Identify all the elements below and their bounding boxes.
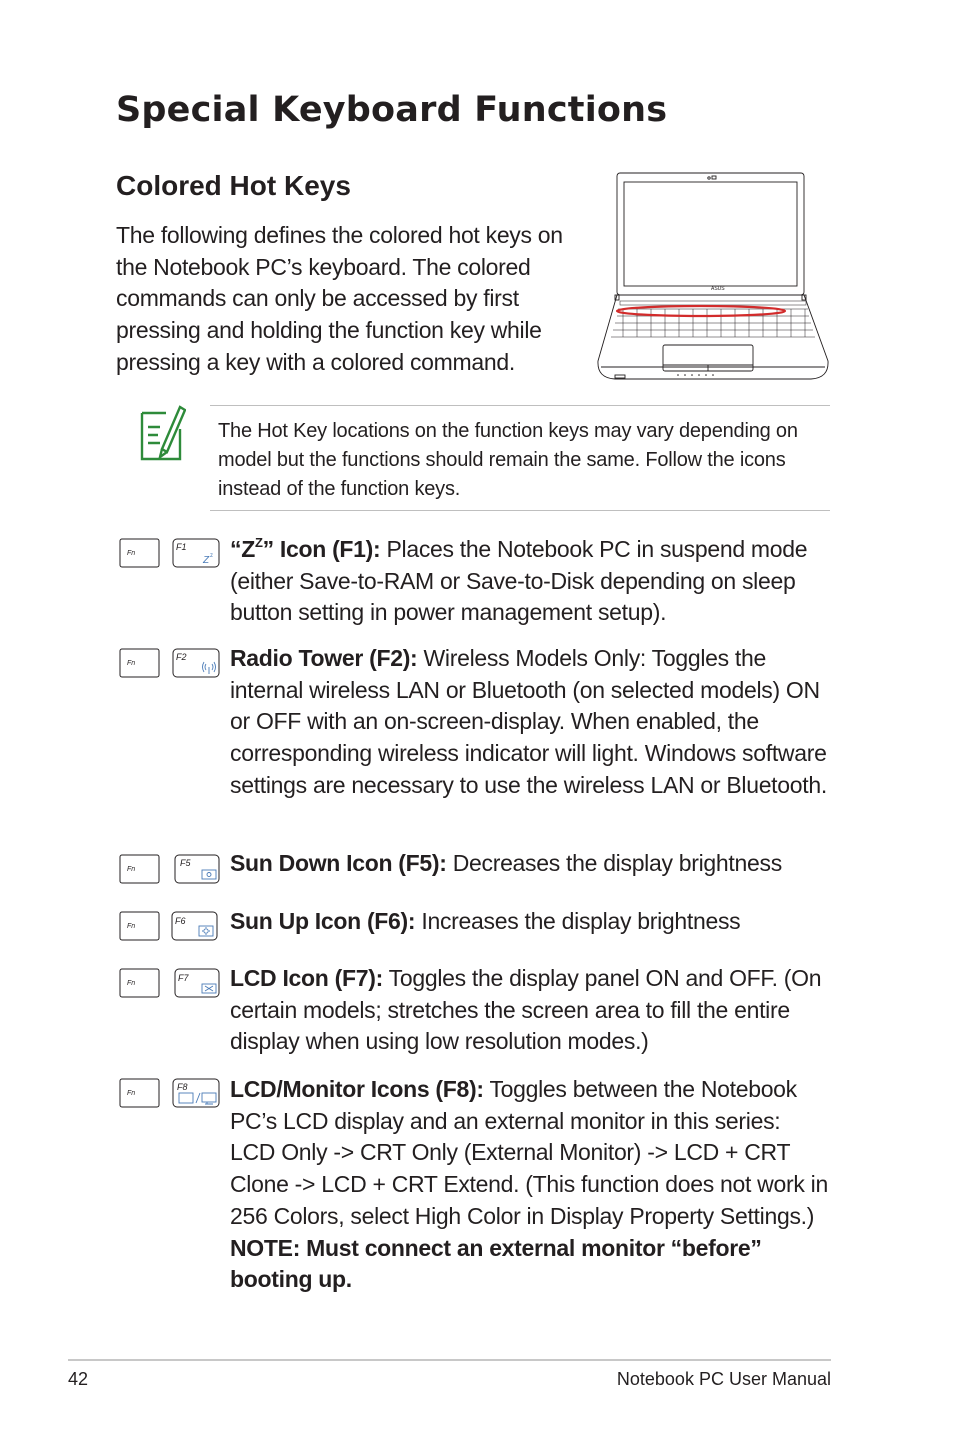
hotkey-f5-description: Sun Down Icon (F5): Decreases the display brightness xyxy=(230,850,782,876)
fn-f7-keys xyxy=(118,967,222,1001)
sun-up-icon xyxy=(199,926,213,936)
footer-rule xyxy=(68,1359,831,1361)
fn-key-label: Fn xyxy=(127,923,136,930)
svg-text:z: z xyxy=(210,553,213,559)
hotkey-f5-title: Sun Down Icon (F5): xyxy=(230,850,447,876)
hotkey-f2-description: Radio Tower (F2): Wireless Models Only: Toggles the internal wireless LAN or Bluetooth (on selected models) ON or OFF with an on-screen-display. When enabled, the corresponding wireless indicator will light. Windows software settings are necessary to use the wireless LAN or Bluetooth. xyxy=(230,645,827,798)
section-title: Colored Hot Keys xyxy=(116,170,351,201)
laptop-illustration xyxy=(593,170,833,382)
lcd-monitor-icon xyxy=(179,1093,216,1104)
fn-key-label: Fn xyxy=(127,866,136,873)
f-key-label: F6 xyxy=(175,916,186,926)
footer-manual-title: Notebook PC User Manual xyxy=(616,1369,831,1389)
f-key-label: F8 xyxy=(177,1082,188,1092)
hotkey-f1-title: “$Z^Z$” Icon (F1): xyxy=(230,535,381,562)
f-key-label: F7 xyxy=(178,973,189,983)
intro-paragraph: The following defines the colored hot keys on the Notebook PC’s keyboard. The colored commands can only be accessed by first pressing and holding the function key while pressing a key with a colored command. xyxy=(116,222,563,375)
note-pencil-icon xyxy=(136,403,186,463)
fn-f2-keys xyxy=(118,647,222,681)
page-title: Special Keyboard Functions xyxy=(116,90,668,130)
fn-key-label: Fn xyxy=(127,550,136,557)
svg-text:Z: Z xyxy=(203,555,210,566)
f-key-label: F1 xyxy=(176,542,187,552)
hotkey-f2-title: Radio Tower (F2): xyxy=(230,645,418,671)
hotkey-f6-title: Sun Up Icon (F6): xyxy=(230,908,416,934)
laptop-logo: ASUS xyxy=(711,286,725,292)
hotkey-f7-description: LCD Icon (F7): Toggles the display panel ON and OFF. (On certain models; stretches the screen area to fill the entire display when using low resolution modes.) xyxy=(230,965,822,1055)
lcd-off-icon xyxy=(202,984,216,993)
hotkey-f8-description: LCD/Monitor Icons (F8): Toggles between the Notebook PC’s LCD display and an external monitor in this series: LCD Only -> CRT Only (External Monitor) -> LCD + CRT Clone -> LCD + CRT Extend. (This function does not work in 256 Colors, select High Color in Display Property Settings.) NOTE: Must connect an external monitor “before” booting up. xyxy=(230,1076,828,1293)
hotkey-f6-description: Sun Up Icon (F6): Increases the display brightness xyxy=(230,908,741,934)
radio-tower-icon xyxy=(203,662,216,674)
sun-down-icon xyxy=(202,870,216,879)
hotkey-f1-description: “$Z^Z$” Icon (F1): Places the Notebook PC in suspend mode (either Save-to-RAM or Save-to-Disk depending on sleep button setting in power management setup). xyxy=(230,535,808,626)
hotkey-f7-title: LCD Icon (F7): xyxy=(230,965,383,991)
fn-key-label: Fn xyxy=(127,980,136,987)
note-text: The Hot Key locations on the function keys may vary depending on model but the functions should remain the same. Follow the icons instead of the function keys. xyxy=(218,420,798,500)
sleep-zz-icon xyxy=(202,553,213,566)
fn-f8-keys xyxy=(118,1077,222,1111)
fn-key-label: Fn xyxy=(127,1090,136,1097)
fn-f5-keys xyxy=(118,853,222,887)
fn-f6-keys xyxy=(118,910,222,944)
hotkey-f8-title: LCD/Monitor Icons (F8): xyxy=(230,1076,484,1102)
fn-f1-keys xyxy=(118,537,222,571)
page-number: 42 xyxy=(68,1369,89,1389)
hotkey-f8-note: NOTE: Must connect an external monitor “before” booting up. xyxy=(230,1234,762,1293)
f-key-label: F2 xyxy=(176,652,187,662)
f-key-label: F5 xyxy=(180,858,191,868)
fn-key-label: Fn xyxy=(127,660,136,667)
